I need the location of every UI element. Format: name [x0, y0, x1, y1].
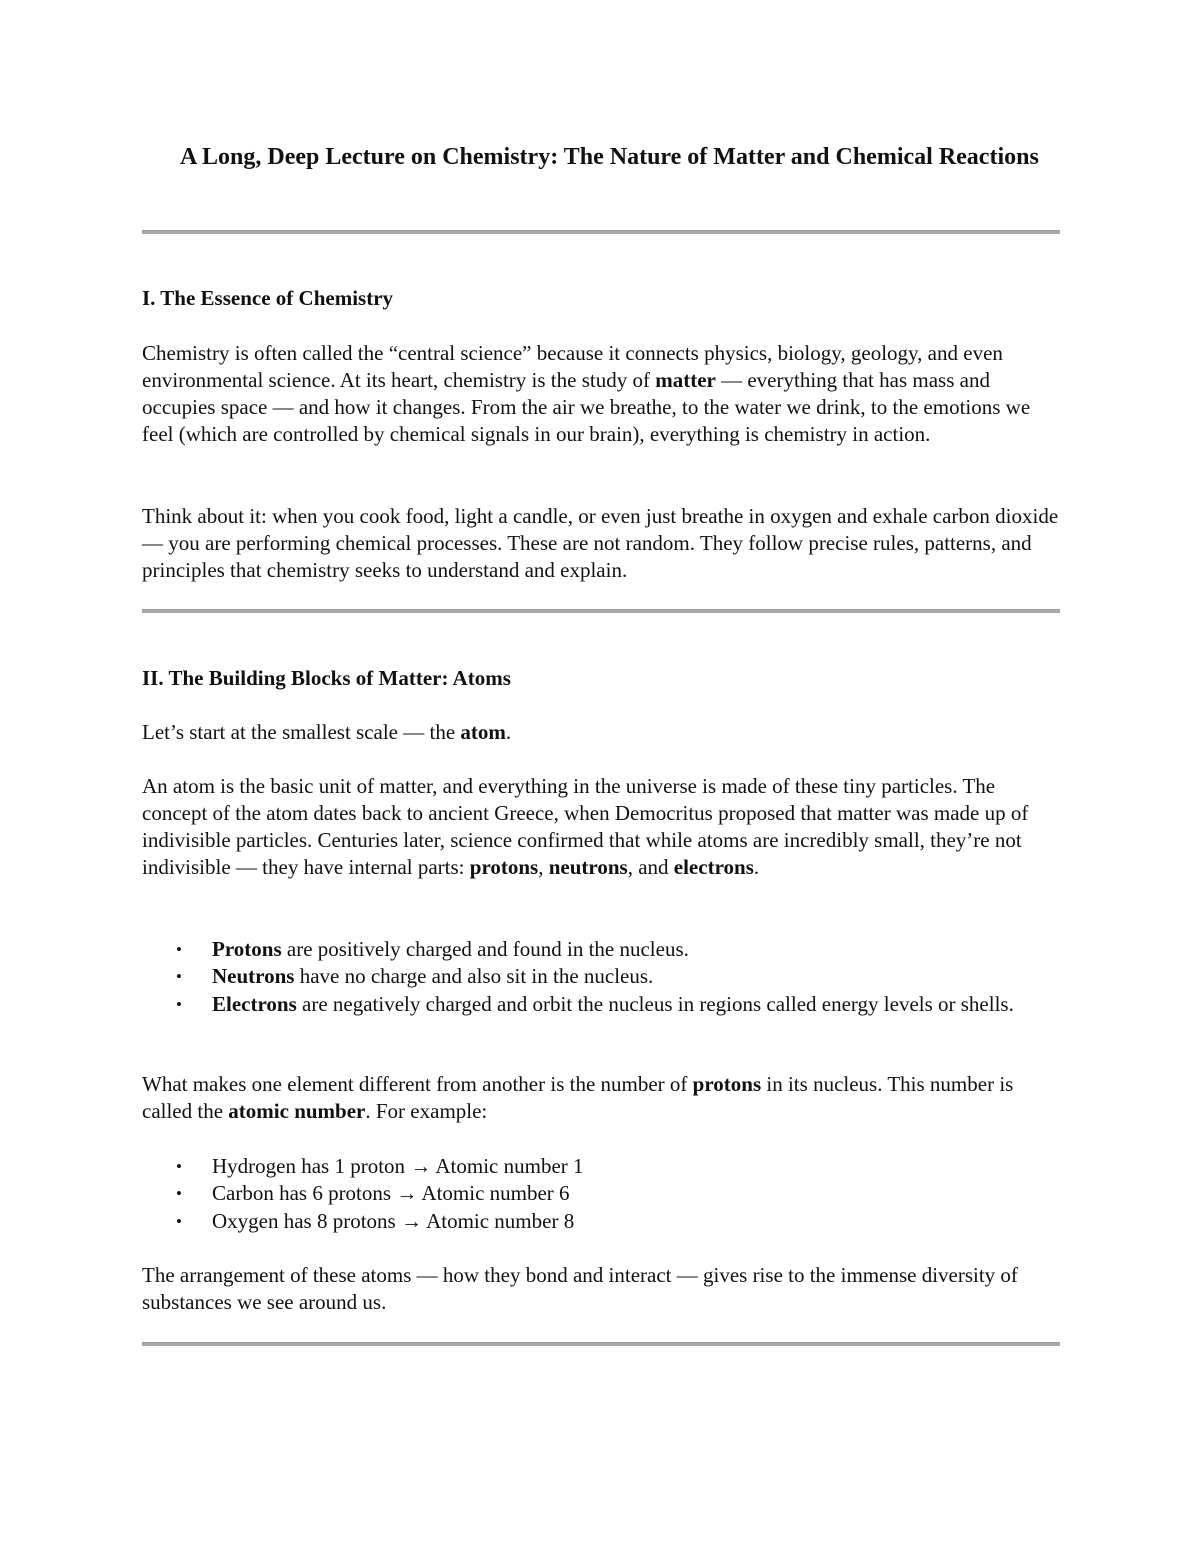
paragraph-smallest-scale — [142, 719, 1060, 746]
bold-term-electrons: electrons — [673, 855, 754, 879]
paragraph-arrangement: The arrangement of these atoms — how they bond and interact — gives rise to the immense diversity of substances we see around us. — [142, 1263, 1018, 1314]
bullet-icon: • — [176, 940, 182, 959]
list-item-text: Carbon has 6 protons → Atomic number 6 — [212, 1181, 570, 1206]
list-item — [142, 936, 1060, 963]
paragraph-central-science — [142, 340, 1060, 448]
paragraph-atom-basic-unit — [142, 773, 1060, 881]
text-run: in its nucleus. This number is called the — [142, 1072, 1014, 1123]
text-run: An atom is the basic unit of matter, and everything in the universe is made of these tiny particles. The concept of the atom dates back to ancient Greece, when Democritus proposed that matter was made up of indivisible particles. Centuries later, science confirmed that while atoms are incredibly small, they’re not indivisible — they have internal parts: — [142, 774, 1029, 879]
text-run: Let’s start at the smallest scale — the — [142, 720, 461, 744]
document-title: A Long, Deep Lecture on Chemistry: The Nature of Matter and Chemical Reactions — [180, 144, 1039, 170]
horizontal-rule — [142, 230, 1060, 234]
text-run: Chemistry is often called the “central science” because it connects physics, biology, geology, and even environmental science. At its heart, chemistry is the study of — [142, 341, 1003, 392]
text-run: . — [753, 855, 760, 879]
text-run: , — [538, 855, 549, 879]
list-item — [142, 1180, 1060, 1207]
section-heading-essence: I. The Essence of Chemistry — [142, 286, 394, 310]
text-run: , and — [627, 855, 674, 879]
bold-term-atom: atom — [460, 720, 506, 744]
list-item — [142, 1153, 1060, 1180]
section-heading-atoms: II. The Building Blocks of Matter: Atoms — [142, 666, 511, 690]
text-run: — everything that has mass and occupies space — and how it changes. From the air we breathe, to the water we drink, to the emotions we feel (which are controlled by chemical signals in our brain), everything is chemistry in action. — [142, 368, 1031, 446]
bold-term-matter: matter — [655, 368, 716, 392]
particle-list — [142, 936, 1060, 1018]
bold-term-atomic-number: atomic number — [228, 1099, 366, 1123]
bullet-icon: • — [176, 1211, 182, 1231]
bullet-icon: • — [176, 1157, 182, 1176]
bold-term-neutrons: neutrons — [548, 855, 628, 879]
list-item — [142, 991, 1060, 1018]
bold-term: Neutrons — [212, 964, 295, 989]
list-item-text: Oxygen has 8 protons → Atomic number 8 — [212, 1208, 575, 1233]
text-run: What makes one element different from another is the number of — [142, 1072, 693, 1096]
horizontal-rule — [142, 609, 1060, 613]
paragraph-atomic-number — [142, 1071, 1060, 1125]
list-item — [142, 963, 1060, 990]
bullet-icon: • — [176, 1184, 182, 1204]
bold-term: Protons — [212, 937, 282, 961]
bold-term-protons: protons — [469, 855, 539, 879]
bold-term-protons: protons — [692, 1072, 762, 1096]
text-run: are negatively charged and orbit the nucleus in regions called energy levels or shells. — [296, 991, 1014, 1016]
horizontal-rule — [142, 1342, 1060, 1346]
text-run: have no charge and also sit in the nucleus. — [294, 964, 654, 989]
bold-term: Electrons — [212, 991, 297, 1016]
bullet-icon: • — [176, 967, 182, 987]
paragraph-think-about-it: Think about it: when you cook food, light a candle, or even just breathe in oxygen and exhale carbon dioxide — you are performing chemical processes. These are not random. They follow precise rules, patterns, and principles that chemistry seeks to understand and explain. — [142, 504, 1059, 582]
list-item — [142, 1208, 1060, 1235]
text-run: are positively charged and found in the nucleus. — [281, 937, 689, 961]
bullet-icon: • — [176, 994, 182, 1014]
text-run: . For example: — [365, 1099, 488, 1123]
text-run: . — [505, 720, 512, 744]
list-item-text: Hydrogen has 1 proton → Atomic number 1 — [212, 1154, 584, 1178]
example-list — [142, 1153, 1060, 1235]
